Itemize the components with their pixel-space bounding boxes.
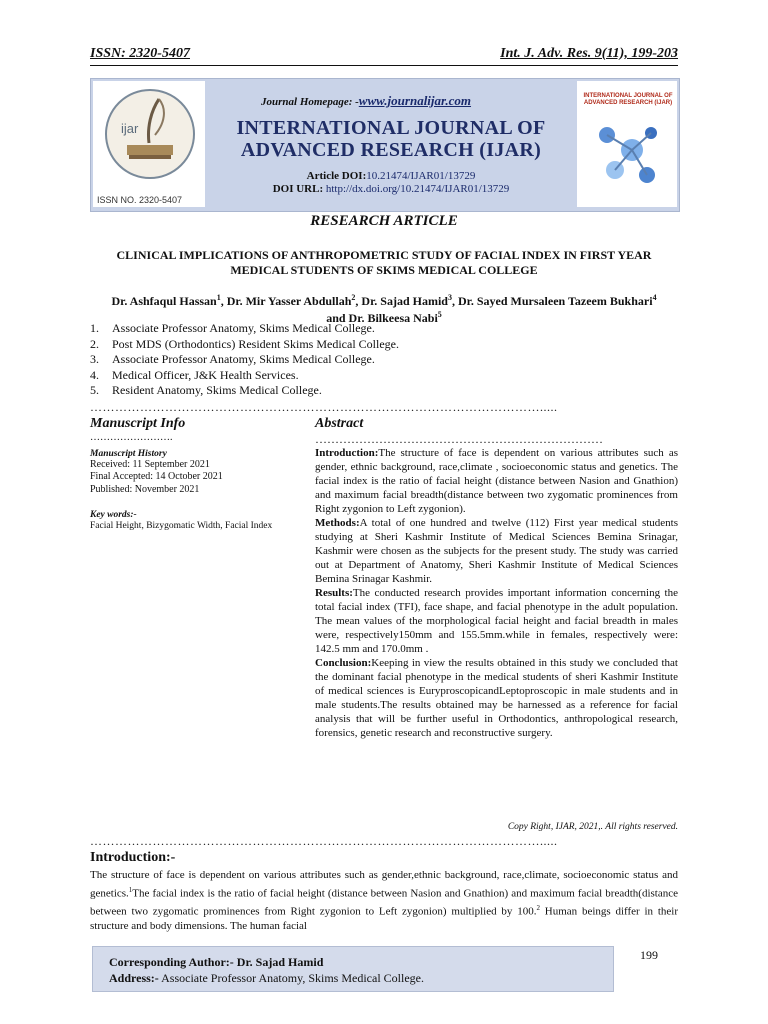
affiliation-item [90, 352, 678, 368]
affiliation-item [90, 337, 678, 353]
citation-sup: 1 [128, 885, 133, 894]
quill-book-icon [107, 91, 193, 177]
introduction-heading: Introduction:- [90, 850, 176, 865]
author-sup: 1 [216, 293, 221, 302]
abstract-results [315, 586, 678, 656]
corresponding-author: Corresponding Author:- Dr. Sajad Hamid [109, 955, 324, 969]
doi-label: Article DOI: [306, 170, 367, 182]
intro-text: Human beings differ in their structure and body dimensions. The human facial [90, 905, 679, 932]
author-sep: , [355, 294, 362, 308]
doi-url-label: DOI URL: [272, 183, 324, 195]
abstract-dots: ……………………………………………………………… [315, 432, 603, 446]
paper-title-line1: CLINICAL IMPLICATIONS OF ANTHROPOMETRIC STUDY OF FACIAL INDEX IN FIRST YEAR [116, 248, 652, 262]
manuscript-info [90, 416, 290, 532]
abstract-body [315, 446, 678, 740]
abstract-methods [315, 516, 678, 586]
address-label: Address:- [109, 971, 159, 985]
author-name: Dr. Ashfaqul Hassan [111, 294, 217, 308]
address-text: Associate Professor Anatomy, Skims Medical College. [158, 971, 424, 985]
logo-issn: ISSN NO. 2320-5407 [97, 195, 183, 205]
journal-title-line1: INTERNATIONAL JOURNAL OF [236, 117, 546, 139]
header-issn: ISSN: 2320-5407 [90, 46, 190, 61]
logo-text: ijar [121, 121, 139, 136]
affiliation-item [90, 368, 678, 384]
journal-cover [577, 81, 677, 207]
journal-title [221, 117, 561, 161]
journal-banner [90, 78, 680, 212]
abstract-methods-label: Methods: [315, 517, 360, 529]
journal-title-line2: ADVANCED RESEARCH (IJAR) [240, 139, 542, 161]
copyright-notice: Copy Right, IJAR, 2021,. All rights reserved. [507, 822, 678, 832]
author-sup: 4 [652, 293, 657, 302]
citation-sup: 2 [536, 903, 540, 912]
header-rule [90, 65, 678, 66]
article-type: RESEARCH ARTICLE [310, 213, 458, 229]
author-name: and Dr. Bilkeesa Nabi [326, 311, 438, 325]
abstract-conclusion-label: Conclusion: [315, 657, 372, 669]
author-name: Dr. Mir Yasser Abdullah [226, 294, 352, 308]
manuscript-history-heading: Manuscript History [90, 448, 167, 459]
dotted-divider: ………………………………………………………………………………………………..... [90, 400, 558, 414]
intro-text: The facial index is the ratio of facial height (distance between Nasion and Gnathion) and maximum facial breadth(distance between two zygomatic prominences from Right zygonion to Left zygonion) multiplied by 100. [90, 887, 678, 918]
manuscript-info-heading: Manuscript Info [90, 416, 186, 431]
abstract-section [315, 416, 678, 740]
corresponding-author-box [92, 946, 614, 992]
abstract-intro-label: Introduction: [315, 447, 379, 459]
cover-title: INTERNATIONAL JOURNAL OF ADVANCED RESEARCH (IJAR) [583, 93, 673, 107]
author-sep: , [451, 294, 458, 308]
author-sup: 3 [447, 293, 452, 302]
keywords-heading: Key words:- [90, 510, 137, 520]
article-doi [221, 170, 561, 182]
header-citation: Int. J. Adv. Res. 9(11), 199-203 [500, 46, 678, 61]
keywords-text: Facial Height, Bizygomatic Width, Facial Index [90, 521, 273, 531]
abstract-conclusion [315, 656, 678, 740]
affiliation-text: Associate Professor Anatomy, Skims Medical College. [112, 352, 375, 366]
homepage-label: Journal Homepage: - [261, 96, 359, 108]
doi-url [221, 183, 561, 195]
author-line1 [90, 291, 678, 308]
abstract-conclusion-text: Keeping in view the results obtained in this study we concluded that the dominant facial phenotype in the medical students of sheri Kashmir Institute of medical sciences is EuryproscopicandLeptoproscopic in male students and in male students.The results obtained may be harnessed as a reference for facial analysis that will be further useful in Orthodontics, anthropological research, forensics, genetic research and reconstructive surgery. [315, 657, 678, 739]
abstract-intro-text: The structure of face is dependent on various attributes such as gender, ethnic background, race,climate , socioeconomic status and genetics. The facial index is the ratio of facial height (distance between Nasion and Gnathion) and maximum facial breadth(distance between two zygomatic prominences from Right zygonion to Left zygonion). [315, 447, 678, 515]
published-date: Published: November 2021 [90, 483, 200, 495]
affiliation-item [90, 321, 678, 337]
affiliation-text: Medical Officer, J&K Health Services. [112, 367, 299, 382]
doi-url-link[interactable]: http://dx.doi.org/10.21474/IJAR01/13729 [325, 183, 510, 195]
journal-logo [93, 81, 205, 207]
abstract-results-text: The conducted research provides important information concerning the total facial index (TFI), face shape, and facial phenotype in the adult population. The mean values of the morphological facial height and facial breadth in males were, respectively150mm and 155.5mm.while in females, respectively were: 142.5 mm and 170.0mm . [315, 587, 678, 655]
author-sep: , [220, 294, 227, 308]
abstract-methods-text: A total of one hundred and twelve (112) First year medical students studying at Sheri Kashmir Institute of Medical Sciences Bemina Srinagar, Kashmir were chosen as the subjects for the present study. The study was carried out at Department of Anatomy, Sheri Kashmir Institute of Medical Sciences Bemina Srinagar Kashmir. [315, 517, 678, 585]
page-number: 199 [640, 948, 658, 962]
received-date: Received: 11 September 2021 [90, 458, 210, 470]
affiliation-item [90, 383, 678, 399]
journal-homepage [261, 93, 471, 109]
accepted-date: Final Accepted: 14 October 2021 [90, 471, 223, 482]
paper-title [90, 248, 678, 278]
affiliation-list [90, 321, 678, 399]
abstract-results-label: Results: [315, 587, 353, 599]
paper-title-line2: MEDICAL STUDENTS OF SKIMS MEDICAL COLLEGE [230, 263, 538, 277]
affiliation-num: 3. [90, 352, 99, 366]
author-sup: 5 [437, 310, 442, 319]
abstract-heading: Abstract [315, 416, 364, 431]
corresponding-address [109, 971, 424, 986]
doi-value[interactable]: 10.21474/IJAR01/13729 [366, 170, 476, 182]
author-sup: 2 [351, 293, 356, 302]
molecule-graphic-icon [587, 115, 669, 195]
manuscript-dots: ……………………. [90, 432, 173, 443]
affiliation-num: 2. [90, 336, 99, 351]
introduction-body [90, 868, 678, 933]
abstract-introduction [315, 446, 678, 516]
dotted-divider: ………………………………………………………………………………………………..... [90, 834, 558, 848]
affiliation-text: Associate Professor Anatomy, Skims Medical College. [112, 321, 375, 335]
homepage-link[interactable]: www.journalijar.com [358, 93, 472, 108]
affiliation-num: 4. [90, 367, 99, 382]
affiliation-text: Post MDS (Orthodontics) Resident Skims Medical College. [112, 336, 399, 351]
intro-text: The structure of face is dependent on various attributes such as gender,ethnic background, race,climate, socioeconomic status and genetics. [90, 869, 678, 900]
affiliation-num: 1. [90, 321, 99, 335]
affiliation-text: Resident Anatomy, Skims Medical College. [112, 383, 322, 397]
affiliation-num: 5. [90, 383, 99, 397]
author-list [90, 291, 678, 325]
logo-emblem [105, 89, 195, 179]
author-name: Dr. Sayed Mursaleen Tazeem Bukhari [457, 294, 653, 308]
author-name: Dr. Sajad Hamid [361, 294, 448, 308]
